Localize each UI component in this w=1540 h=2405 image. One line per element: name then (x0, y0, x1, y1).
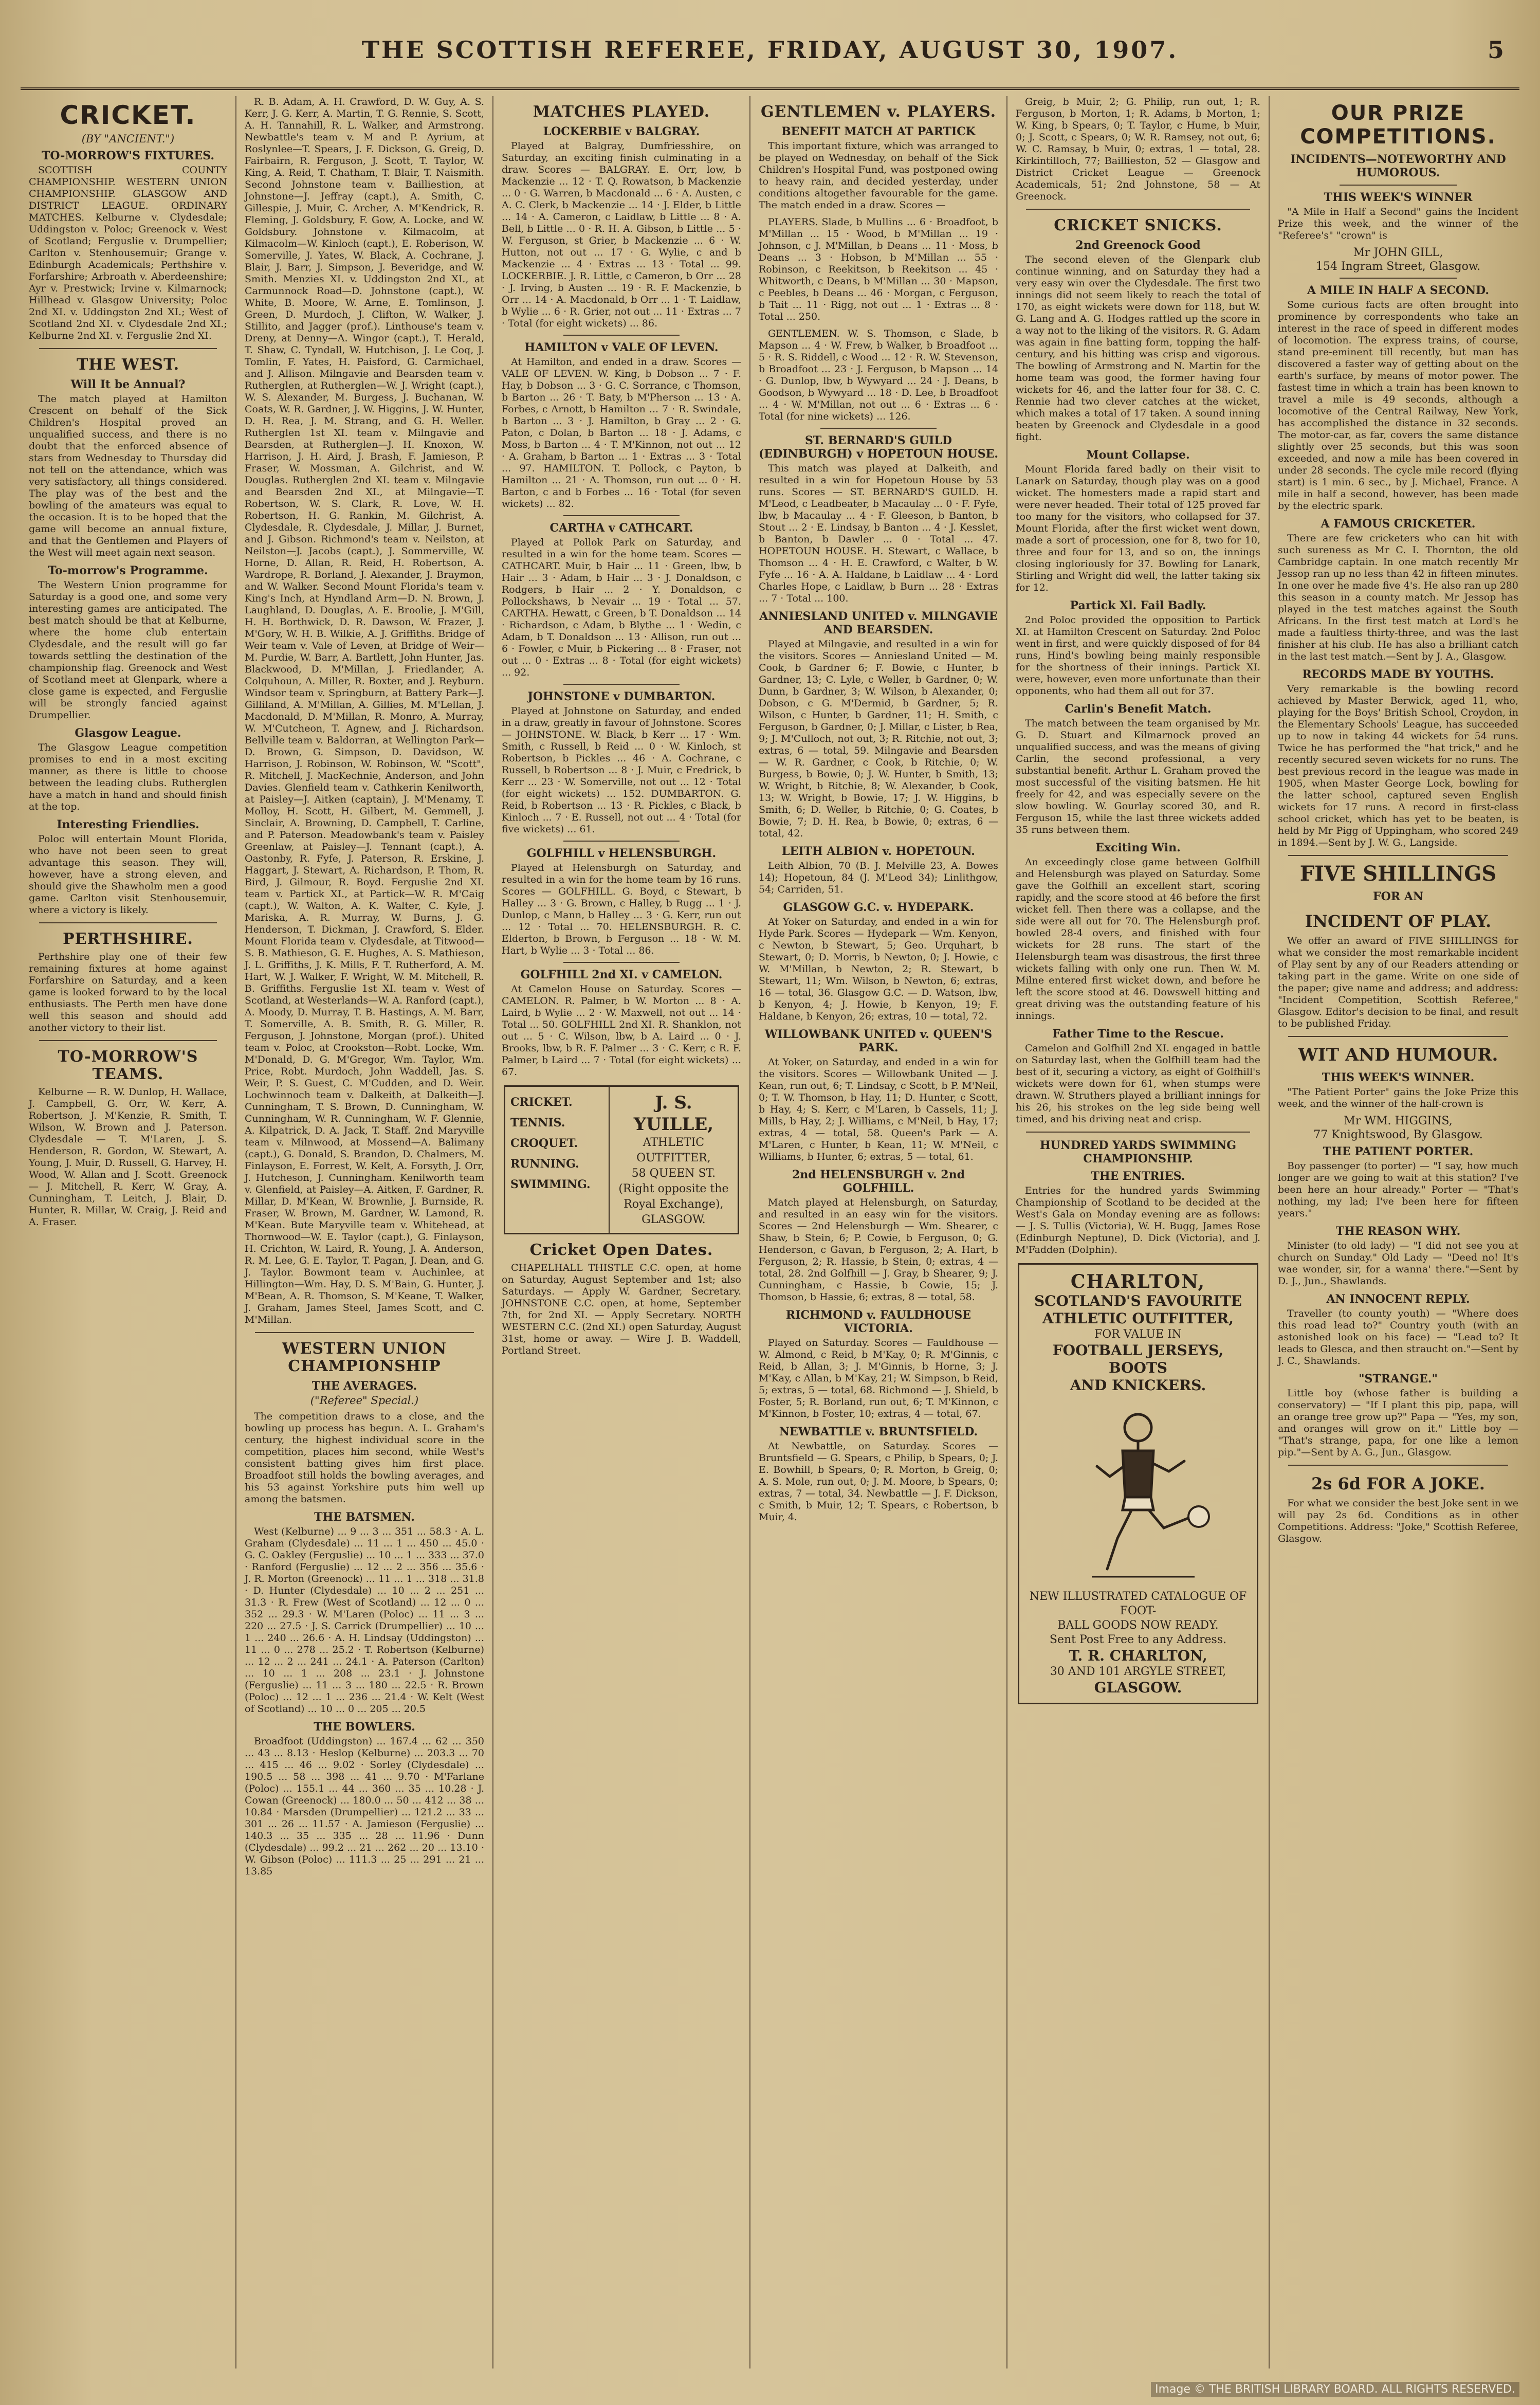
anniesland-heading: ANNIESLAND UNITED v. MILNGAVIE AND BEARSDEN. (759, 610, 998, 636)
strange-heading: "STRANGE." (1359, 1372, 1438, 1386)
teams-text: Kelburne — R. W. Dunlop, H. Wallace, J. Campbell, G. Orr, W. Kerr, A. Robertson, J. M'Kenzie, R. Smith, T. Wilson, W. Brown and J. Paterson. Clydesdale — T. M'Laren, J. S. Henderson, R. Gordon, W. Stewart, A. Young, J. Muir, D. Russell, G. Harvey, H. Wood, W. Allan and J. Scott. Greenock — J. Mitchell, R. Kerr, W. Gray, A. Cunningham, T. Leitch, J. Blair, D. Hunter, R. Millar, W. Craig, J. Reid and A. Fraser. (29, 1086, 227, 1228)
charlton-advertisement (1018, 1263, 1258, 1704)
innocent-reply-text: Traveller (to county youth) — "Where does this road lead to?" Country youth (with an astonished look on his face) — "Lead to? It leads to Glesca, and then straucht on."—Sent by J. C., Shawlands. (1278, 1308, 1518, 1367)
scores-continued-text: Greig, b Muir, 2; G. Philip, run out, 1; R. Ferguson, b Morton, 1; R. Adams, b Morton, 1; W. King, b Spears, 0; T. Taylor, c Hume, b Muir, 0; J. Scott, c Spears, 0; W. R. Ramsey, not out, 6; W. C. Ramsay, b Muir, 0; extras, 1 — total, 28. Kirkintilloch, 77; Baillieston, 52 — Glasgow and District Cricket League — Greenock Academicals, 51; 2nd Johnstone, 58 — At Greenock. (1016, 96, 1260, 202)
richmond-heading: RICHMOND v. FAULDHOUSE VICTORIA. (785, 1308, 971, 1335)
winner-heading: THIS WEEK'S WINNER (1324, 191, 1473, 204)
match-camelon-text: At Camelon House on Saturday. Scores — CAMELON. R. Palmer, b W. Morton ... 8 · A. Laird, b Wylie ... 2 · W. Maxwell, not out ... 14 · Total ... 50. GOLFHILL 2nd XI. R. Shanklon, not out ... 5 · C. Wilson, lbw, b A. Laird ... 0 · J. Brooks, lbw, b R. F. Palmer ... 3 · C. Kerr, c R. F. Palmer, b Laird ... 7 · Total (for eight wickets) ... 67. (502, 983, 741, 1078)
yuille-advertisement (504, 1085, 739, 1234)
bowlers-heading: THE BOWLERS. (314, 1720, 415, 1734)
benefit-intro: This important fixture, which was arranged to be played on Wednesday, on behalf of the Sick Children's Hospital Fund, was postponed owing to heavy rain, and decided yesterday, under conditions altogether favourable for the game. The match ended in a draw. Scores — (759, 140, 998, 211)
charlton-trader: T. R. CHARLTON, (1069, 1647, 1207, 1664)
richmond-text: Played on Saturday. Scores — Fauldhouse — W. Almond, c Reid, b M'Kay, 0; R. M'Ginnis, c Reid, b Allan, 3; J. M'Ginnis, b Horne, 3; J. M'Kay, c Allan, b M'Kay, 21; W. Simpson, b Reid, 5; extras, 5 — total, 68. Richmond — J. Shield, b Foster, 5; R. Borland, run out, 6; T. M'Kinnon, c M'Kinnon, b Foster, 10; extras, 4 — total, 67. (759, 1337, 998, 1419)
charlton-line-3: FOR VALUE IN (1094, 1328, 1182, 1341)
willowbank-heading: WILLOWBANK UNITED v. QUEEN'S PARK. (764, 1028, 993, 1054)
reason-why-heading: THE REASON WHY. (1335, 1225, 1461, 1238)
charlton-line-1: SCOTLAND'S FAVOURITE (1034, 1292, 1242, 1309)
match-golfhill-text: Played at Helensburgh on Saturday, and resulted in a win for the home team by 16 runs. Scores — GOLFHILL. G. Boyd, c Stewart, b Halley ... 3 · G. Brown, c Halley, b Rugg ... 1 · J. Dunlop, c Mann, b Halley ... 3 · G. Kerr, run out ... 12 · Total ... 70. HELENSBURGH. R. C. Elderton, b Brown, b Ferguson ... 18 · W. M. Hart, b Wylie ... 3 · Total ... 86. (502, 862, 741, 956)
snick-mount-heading: Mount Collapse. (1086, 448, 1190, 462)
snick-exciting-text: An exceedingly close game between Golfhill and Helensburgh was played on Saturday. Some gave the Golfhill an excellent start, scoring rapidly, and the score stood at 46 before the first wicket fell. Then there was a collapse, and the side were all out for 70. The Helensburgh prof. bowled 28-4 overs, and finished with four wickets for 28 runs. The start of the Helensburgh team was disastrous, the first three wickets falling with only one run. Then W. M. Milne entered first wicket down, and before he left the score stood at 46. Dowswell hitting and great driving was the outstanding feature of his innings. (1016, 857, 1260, 1022)
swimming-entries-heading: THE ENTRIES. (1091, 1170, 1185, 1183)
match-johnstone-text: Played at Johnstone on Saturday, and ended in a draw, greatly in favour of Johnstone. Scores — JOHNSTONE. W. Black, b Kerr ... 17 · Wm. Smith, c Russell, b Reid ... 0 · W. Kinloch, st Robertson, b Pickles ... 46 · A. Cochrane, c Russell, b Robertson ... 8 · J. Muir, c Fredrick, b Kerr ... 23 · W. Somerville, not out ... 12 · Total (for eight wickets) ... 152. DUMBARTON. G. Reid, b Robertson ... 13 · R. Pickles, c Black, b Kinloch ... 7 · E. Russell, not out ... 4 · Total (for five wickets) ... 61. (502, 705, 741, 835)
cricket-byline: (BY "ANCIENT.") (81, 133, 175, 145)
footballer-illustration (1061, 1399, 1215, 1584)
column-competitions (1270, 96, 1527, 2368)
bowlers-table: Broadfoot (Uddingston) ... 167.4 ... 62 ... 350 ... 43 ... 8.13 · Heslop (Kelburne) ... 203.3 ... 70 ... 415 ... 46 ... 9.02 · Sorley (Clydesdale) ... 190.5 ... 58 ... 398 ... 41 ... 9.70 · M'Farlane (Poloc) ... 155.1 ... 44 ... 360 ... 35 ... 10.28 · J. Cowan (Greenock) ... 180.0 ... 50 ... 412 ... 38 ... 10.84 · Marsden (Drumpellier) ... 121.2 ... 33 ... 301 ... 26 ... 11.57 · A. Jamieson (Ferguslie) ... 140.3 ... 35 ... 335 ... 28 ... 11.96 · Dunn (Clydesdale) ... 99.2 ... 21 ... 262 ... 20 ... 13.10 · W. Gibson (Poloc) ... 111.3 ... 25 ... 291 ... 21 ... 13.85 (245, 1736, 484, 1877)
mile-heading: A MILE IN HALF A SECOND. (1307, 284, 1490, 297)
st-bernards-heading: ST. BERNARD'S GUILD (EDINBURGH) v HOPETOUN HOUSE. (759, 434, 999, 461)
porter-heading: THE PATIENT PORTER. (1323, 1145, 1474, 1158)
friendlies-text: Poloc will entertain Mount Florida, who have not been seen to great advantage this season. They will, however, have a strong eleven, and should give the Shawholm men a good game. Carlton visit Stenhousemuir, where a victory is likely. (29, 833, 227, 916)
batsmen-table: West (Kelburne) ... 9 ... 3 ... 351 ... 58.3 · A. L. Graham (Clydesdale) ... 11 ... 1 ... 450 ... 45.0 · G. C. Oakley (Ferguslie) ... 10 ... 1 ... 333 ... 37.0 · Ranford (Ferguslie) ... 12 ... 2 ... 356 ... 35.6 · J. R. Morton (Greenock) ... 11 ... 1 ... 318 ... 31.8 · D. Hunter (Clydesdale) ... 10 ... 2 ... 251 ... 31.3 · R. Frew (West of Scotland) ... 12 ... 0 ... 352 ... 29.3 · W. M'Laren (Poloc) ... 11 ... 3 ... 220 ... 27.5 · J. S. Carrick (Drumpellier) ... 10 ... 1 ... 240 ... 26.6 · A. H. Lindsay (Uddingston) ... 11 ... 0 ... 278 ... 25.2 · T. Robertson (Kelburne) ... 12 ... 2 ... 241 ... 24.1 · A. Paterson (Carlton) ... 10 ... 1 ... 208 ... 23.1 · J. Johnstone (Ferguslie) ... 11 ... 3 ... 180 ... 22.5 · R. Brown (Poloc) ... 12 ... 1 ... 236 ... 21.4 · W. Kelt (West of Scotland) ... 10 ... 0 ... 205 ... 20.5 (245, 1526, 484, 1715)
records-text: Very remarkable is the bowling record achieved by Master Berwick, aged 11, who, playing for the Boys' British School, Croydon, in the Elementary Schools' League, has succeeded up to now in taking 44 wickets for 54 runs. Twice he has performed the "hat trick," and he recently secured seven wickets for no runs. The best previous record in the league was made in 1905, when Master George Lock, bowling for the latter school, captured seven English wickets for 17 runs. A record in first-class school cricket, which has yet to be beaten, is held by Mr Pigg of Uppingham, who scored 249 in 1894.—Sent by J. W. G., Langside. (1278, 683, 1518, 848)
perthshire-text: Perthshire play one of their few remaining fixtures at home against Forfarshire on Saturday, and a keen game is looked forward to by the local enthusiasts. The Perth men have done well this season and should add another victory to their list. (29, 951, 227, 1033)
column-gentlemen-players (750, 96, 1007, 2368)
players-scores: PLAYERS. Slade, b Mullins ... 6 · Broadfoot, b M'Millan ... 15 · Wood, b M'Millan ... 19 · Johnson, c J. M'Millan, b Deans ... 11 · Moss, b Deans ... 3 · Hobson, b M'Millan ... 55 · Robinson, c Reekitson, b Reekitson ... 45 · Whitworth, c Deans, b M'Millan ... 30 · Mapson, c Peebles, b Deans ... 46 · Morgan, c Ferguson, b Tait ... 11 · Rigg, not out ... 1 · Extras ... 8 · Total ... 250. (759, 216, 998, 322)
matches-heading: MATCHES PLAYED. (533, 103, 710, 121)
divider (255, 1332, 474, 1333)
fixtures-heading: TO-MORROW'S FIXTURES. (41, 149, 215, 162)
charlton-name: CHARLTON, (1070, 1271, 1206, 1292)
league-subheading: Glasgow League. (75, 726, 181, 740)
friendlies-subheading: Interesting Friendlies. (57, 818, 199, 831)
divider (563, 335, 680, 336)
programme-subheading: To-morrow's Programme. (48, 564, 208, 577)
divider (563, 684, 680, 685)
programme-text: The Western Union programme for Saturday is a good one, and some very interesting games are anticipated. The best match should be that at Kelburne, where the home club entertain Clydesdale, and the result will go far towards settling the destination of the championship flag. Greenock and West of Scotland meet at Glenpark, where a close game is expected, and Ferguslie will be strongly fancied against Drumpellier. (29, 579, 227, 721)
divider (1288, 1465, 1508, 1466)
snick-partick-heading: Partick Xl. Fail Badly. (1070, 599, 1206, 612)
yuille-sports-list: CRICKET. TENNIS. CROQUET. RUNNING. SWIMMING. (505, 1087, 610, 1233)
joke-prize-text: For what we consider the best Joke sent in we will pay 2s 6d. Conditions as in other Competitions. Address: "Joke," Scottish Referee, Glasgow. (1278, 1498, 1518, 1544)
league-text: The Glasgow League competition promises to end in a most exciting manner, as there is little to choose between the leading clubs. Rutherglen have a match in hand and should finish at the top. (29, 742, 227, 812)
helensburgh-2nd-text: Match played at Helensburgh, on Saturday, and resulted in an easy win for the visitors. Scores — 2nd Helensburgh — Wm. Shearer, c Shaw, b Stein, 6; P. Cowie, b Ferguson, 0; G. Henderson, c Gavan, b Ferguson, 2; A. Hart, b Ferguson, 2; R. Hassie, b Stein, 0; extras, 4 — total, 28. 2nd Golfhill — J. Gray, b Shearer, 9; J. Cunningham, c Hassie, b Cowie, 15; J. Thomson, b Hassie, 6; extras, 8 — total, 58. (759, 1197, 998, 1303)
glasgow-gc-text: At Yoker on Saturday, and ended in a win for Hyde Park. Scores — Hydepark — Wm. Kenyon, c Newton, b Stewart, 5; Geo. Urquhart, b Stewart, 0; D. Morris, b Newton, 0; J. Howie, c W. M'Millan, b Newton, 2; R. Stewart, b Stewart, 11; Wm. Wilson, b Newton, 6; extras, 16 — total, 36. Glasgow G.C. — D. Watson, lbw, b Kenyon, 4; J. Howie, b Kenyon, 19; F. Haldane, b Kenyon, 26; extras, 10 — total, 72. (759, 916, 998, 1022)
gentlemen-players-heading: GENTLEMEN v. PLAYERS. (760, 103, 997, 121)
incident-of-play-heading: INCIDENT OF PLAY. (1305, 912, 1492, 931)
charlton-address: 30 AND 101 ARGYLE STREET, (1050, 1665, 1226, 1678)
west-heading: THE WEST. (76, 356, 180, 374)
charlton-line-4: FOOTBALL JERSEYS, BOOTS (1052, 1342, 1224, 1376)
incidents-heading: INCIDENTS—NOTEWORTHY AND HUMOROUS. (1290, 153, 1506, 179)
match-hamilton-heading: HAMILTON v VALE OF LEVEN. (524, 341, 719, 354)
charlton-catalogue-1: NEW ILLUSTRATED CATALOGUE OF FOOT- (1029, 1590, 1247, 1617)
famous-cricketer-heading: A FAMOUS CRICKETER. (1321, 517, 1476, 531)
west-text: The match played at Hamilton Crescent on behalf of the Sick Children's Hospital proved an unqualified success, and there is no doubt that the enforced absence of stars from Wednesday to Thursday did not tell on the attendance, which was very satisfactory, all things considered. The play was of the best and the bowling of the amateurs was equal to the occasion. It is to be hoped that the game will become an annual fixture, and that the Gentlemen and Players of the West will meet again next season. (29, 393, 227, 558)
five-shillings-text: We offer an award of FIVE SHILLINGS for what we consider the most remarkable incident of Play sent by any of our Readers attending or taking part in the game. Write on one side of the paper; give name and address; and address: "Incident Competition, Scottish Referee," Glasgow. Editor's decision to be final, and result to be published Friday. (1278, 935, 1518, 1029)
cricket-heading: CRICKET. (60, 100, 196, 130)
swimming-heading: HUNDRED YARDS SWIMMING CHAMPIONSHIP. (1039, 1139, 1236, 1165)
glasgow-gc-heading: GLASGOW G.C. v. HYDEPARK. (783, 901, 974, 914)
reason-why-text: Minister (to old lady) — "I did not see you at church on Sunday." Old Lady — "Deed no! It's wae wonder, sir, for a wanna' there."—Sent by D. J., Jun., Shawlands. (1278, 1240, 1518, 1287)
snick-greenock-text: The second eleven of the Glenpark club continue winning, and on Saturday they had a very easy win over the Clydesdale. The first two innings did not seem likely to reach the total of 170, as eight wickets were down for 118, but W. G. Lang and A. G. Hodges rattled up the score in a way not to the liking of the visitors. R. G. Adam was again in fine batting form, topping the half-century, and his hitting was crisp and vigorous. The bowling of Armstrong and N. Martin for the home team was good, the former having four wickets for 46, and the latter four for 38. C. C. Rennie had two clever catches at the wicket, which makes a total of 17 taken. A sound inning beaten by Greenock and Clydesdale in a good fight. (1016, 254, 1260, 443)
match-golfhill-heading: GOLFHILL v HELENSBURGH. (526, 847, 717, 860)
averages-text: The competition draws to a close, and the bowling up process has begun. A. L. Graham's century, the highest individual score in the competition, places him second, while West's consistent batting gives him first place. Broadfoot still holds the bowling averages, and his 53 against Yorkshire puts him well up among the batsmen. (245, 1411, 484, 1505)
joke-prize-heading: 2s 6d FOR A JOKE. (1311, 1474, 1485, 1493)
innocent-reply-heading: AN INNOCENT REPLY. (1326, 1292, 1470, 1306)
swimming-text: Entries for the hundred yards Swimming Championship of Scotland to be decided at the West's Gala on Monday evening are as follows: — J. S. Tullis (Victoria), W. H. Bugg, James Rose (Edinburgh Neptune), D. Dick (Victoria), and J. M'Fadden (Dolphin). (1016, 1185, 1260, 1255)
divider (39, 922, 217, 923)
yuille-name: J. S. YUILLE, (633, 1092, 714, 1135)
yuille-line-1: ATHLETIC OUTFITTER, (636, 1136, 711, 1164)
divider (820, 428, 937, 429)
match-johnstone-heading: JOHNSTONE v DUMBARTON. (527, 690, 716, 703)
leith-heading: LEITH ALBION v. HOPETOUN. (782, 845, 975, 858)
porter-text: Boy passenger (to porter) — "I say, how much longer are we going to wait at this station? I've been here an hour already." Porter — "That's nothing, my lad; I've been here for fifteen years." (1278, 1160, 1518, 1219)
divider (563, 841, 680, 842)
column-cricket (21, 96, 236, 2368)
open-dates-heading: Cricket Open Dates. (529, 1241, 713, 1259)
page-number: 5 (1487, 36, 1504, 64)
match-lockerbie-text: Played at Balgray, Dumfriesshire, on Saturday, an exciting finish culminating in a draw. Scores — BALGRAY. E. Orr, low, b Mackenzie ... 12 · T. Q. Rowatson, b Mackenzie ... 0 · G. Warren, b Macdonald ... 6 · A. Austen, c A. C. Clerk, b Mackenzie ... 14 · J. Elder, b Little ... 14 · A. Cameron, c Laidlaw, b Little ... 8 · A. Bell, b Little ... 0 · R. H. A. Gibson, b Little ... 5 · W. Ferguson, st Grier, b Mackenzie ... 6 · W. Hutton, not out ... 17 · G. Wylie, c and b Mackenzie ... 4 · Extras ... 13 · Total ... 99. LOCKERBIE. J. R. Little, c Cameron, b Orr ... 28 · J. Irving, b Austen ... 19 · R. F. Mackenzie, b Orr ... 14 · A. Macdonald, b Orr ... 1 · T. Laidlaw, b Wylie ... 6 · R. Grier, not out ... 11 · Extras ... 7 · Total (for eight wickets) ... 86. (502, 140, 741, 329)
charlton-city: GLASGOW. (1094, 1679, 1182, 1696)
divider (1288, 855, 1508, 856)
cricket-snicks-heading: CRICKET SNICKS. (1054, 216, 1222, 234)
charlton-line-2: ATHLETIC OUTFITTER, (1042, 1310, 1234, 1327)
benefit-match-subheading: BENEFIT MATCH AT PARTICK (781, 125, 976, 138)
mile-text: Some curious facts are often brought into prominence by correspondents who take an interest in the race of speed in different modes of locomotion. The express trains, of course, stand pre-eminent till recently, but man has discovered a faster way of getting about on the earth's surface, by means of motor power. The fastest time in which a train has been known to travel a mile is 49 seconds, although a locomotive of the Central Railway, New York, has accomplished the distance in 32 seconds. The motor-car, as far, covers the same distance slightly over 25 seconds, but this was soon exceeded, and now a mile has been covered in under 28 seconds. The cycle mile record (flying start) is 1 min. 6 sec., by J. Michael, France. A mile in half a second, however, has been made by the electric spark. (1278, 299, 1518, 512)
divider (1288, 1036, 1508, 1037)
teams-list-text: R. B. Adam, A. H. Crawford, D. W. Guy, A. S. Kerr, J. G. Kerr, A. Martin, T. G. Rennie, S. Scott, A. H. Tannahill, R. L. Walker, and Armstrong. Newbattle's team v. M and P. Ayrium, at Roslynlee—T. Spears, J. F. Dickson, G. Greig, D. Fairbairn, R. Ferguson, J. Scott, T. Taylor, W. King, A. Reid, T. Chatham, T. Blair, T. Naismith. Second Johnstone team v. Bailliestion, at Johnstone—J. Jeffray (capt.), A. Smith, C. Gillespie, J. Muir, C. Archer, A. M'Kendrick, R. Fleming, J. Goldsbury, F. Gow, A. Locke, and W. Goldsbury. Johnstone v. Kilmacolm, at Kilmacolm—W. Kinloch (capt.), E. Roberison, W. Somerville, J. Yates, W. Black, A. Cochrane, J. Blair, J. Barr, J. Simpson, J. Beveridge, and W. Smith. Menzies XI. v. Uddingston 2nd XI., at Carmunnock Road—D. Johnstone (capt.), W. White, B. Moore, W. Arne, E. Tomlinson, J. Green, D. Murdoch, J. Clifton, W. Walker, J. Stillito, and Jagger (prof.). Linthouse's team v. Dreny, at Denny—A. Wingor (capt.), T. Herald, T. Shaw, C. Tyndall, W. Hutchison, J. Le Coq, J. Tomlin, F. Yates, H. Paisford, G. Carmichael, and J. Allison. Milngavie and Bearsden team v. Rutherglen, at Rutherglen—W. J. Wright (capt.), W. S. Alexander, M. Burgess, J. Buchanan, W. Coats, W. R. Gardner, J. W. Higgins, J. W. Hunter, D. H. Rea, J. M. Strang, and G. H. Weller. Rutherglen 1st XI. team v. Milngavie and Bearsden, at Rutherglen—J. H. Knoxon, W. Harrison, J. H. Aird, J. Brash, F. Jamieson, P. Fraser, W. Mossman, A. Gilchrist, and W. Douglas. Rutherglen 2nd XI. team v. Milngavie and Bearsden 2nd XI., at Milngavie—T. Robertson, W. S. Clark, R. Love, W. H. Robertson, H. G. Rankin, M. Gilchrist, A. Clydesdale, R. Clydesdale, J. Millar, J. Burnet, and J. Gibson. Richmond's team v. Neilston, at Neilston—J. Jacobs (capt.), J. Sommerville, W. Horne, D. Allan, R. Reid, H. Robertson, A. Wardrope, R. Borland, J. Alexander, J. Braymon, and W. Walker. Second Mount Florida's team v. King's Inch, at Hyndland Arm—D. N. Brown, J. Laughland, D. Douglas, A. E. Broolie, J. M'Gill, H. H. Borthwick, D. R. Dawson, W. Frazer, J. M'Gory, W. H. B. Wilkie, A. J. Griffiths. Bridge of Weir team v. Vale of Leven, at Bridge of Weir—M. Purdie, W. Barr, A. Bartlett, John Hunter, Jas. Blackwood, D. M'Millan, J. Friedlander, A. Colquhoun, A. Miller, R. Boxter, and J. Reyburn. Windsor team v. Springburn, at Battery Park—J. Gilliland, A. M'Millan, A. Gillies, M. M'Lellan, J. Macdonald, D. M'Millan, R. Monro, A. Murray, W. M'Cutcheon, T. Agnew, and J. Richardson. Bellville team v. Baldorran, at Wellington Park—D. Brown, G. Simpson, D. Davidson, W. Harrison, J. Robinson, W. Robinson, W. "Scott", R. Mitchell, J. MacKechnie, Anderson, and John Davies. Glenfield team v. Cathkerin Kenilworth, at Paisley—J. Aitken (captain), J. M'Menamy, T. Molloy, H. Scott, H. Gilbert, M. Gemmell, J. Sinclair, A. Browning, D. Campbell, T. Carline, and P. Paterson. Meadowbank's team v. Paisley Greenlaw, at Paisley—J. Tennant (capt.), A. Oastonby, R. Fyfe, J. Paterson, R. Erskine, J. Haggart, J. Stewart, A. Richardson, P. Thom, R. Bird, J. Gilmour, R. Boyd. Ferguslie 2nd XI. team v. Partick XI., at Partick—W. R. M'Caig (capt.), W. Walton, A. K. Walter, C. Kyle, J. Mariska, A. R. Murray, W. Burns, J. G. Henderson, T. Dickman, J. Crawford, S. Elder. Mount Florida team v. Clydesdale, at Titwood—S. B. Mathieson, G. E. Hughes, A. S. Mathieson, J. L. Griffiths, J. K. Mills, F. T. Rutherford, A. M. Hart, W. J. Walker, F. Wright, W. M. Mitchell, R. B. Griffiths. Ferguslie 1st XI. team v. West of Scotland, at Westerlands—W. A. Ranford (capt.), A. Moody, D. Murray, T. B. Hastings, A. M. Barr, T. Somerville, A. B. Smith, R. G. Miller, R. Ferguson, J. Johnstone, Morgan (prof.). Uhited team v. Poloc, at Crookston—Robt. Locke, Wm. M'Donald, D. G. M'Gregor, Wm. Taylor, Wm. Price, Robt. Murdoch, John Waddell, Jas. S. Weir, P. S. Guest, C. M'Cudden, and D. Weir. Lochwinnoch team v. Dalkeith, at Dalkeith—J. Cunningham, T. S. Brown, D. Cunningham, W. Cunningham, W. R. Cunningham, W. F. Glennie, A. Kilpatrick, D. A. Jack, T. Staff. 2nd Maryville team v. Milnwood, at Mossend—A. Balimany (capt.), G. Donald, S. Brandon, D. Chalmers, M. Finlayson, E. Forrest, W. Kelt, A. Forsyth, J. Orr, J. Hutcheson, J. Cunningham. Kenilworth team v. Glenfield, at Paisley—A. Aitken, F. Gardner, R. Millar, D. M'Kean, W. Brownlie, J. Burnside, R. Fraser, W. Brown, M. Gardner, W. Lamond, R. M'Kean. Bute Maryville team v. Whitehead, at Thornwood—W. E. Taylor (capt.), G. Finlayson, H. Crichton, W. Laird, R. Young, J. A. Anderson, R. M. Lee, G. E. Taylor, T. Pagan, J. Dean, and G. J. Taylor. Bowmont team v. Auchinlee, at Hillington—Wm. Hay, D. S. M'Bain, G. Hunter, J. M'Bean, A. R. Thomson, S. M'Keane, T. Walker, J. Graham, James Steel, James Scott, and C. M'Millan. (245, 96, 484, 1325)
match-cartha-text: Played at Pollok Park on Saturday, and resulted in a win for the home team. Scores — CATHCART. Muir, b Hair ... 11 · Green, lbw, b Hair ... 3 · Adam, b Hair ... 3 · J. Donaldson, c Rodgers, b Hair ... 2 · Y. Donaldson, c Pollockshaws, b Nevair ... 19 · Total ... 57. CARTHA. Hewatt, c Green, b T. Donaldson ... 14 · Richardson, c Adam, b Blythe ... 1 · Wedin, c Adam, b T. Donaldson ... 13 · Allison, run out ... 6 · Fowler, c Muir, b Pickering ... 8 · Fraser, not out ... 0 · Extras ... 8 · Total (for eight wickets) ... 92. (502, 537, 741, 678)
masthead (21, 36, 1519, 90)
divider (563, 962, 680, 963)
records-heading: RECORDS MADE BY YOUTHS. (1302, 668, 1494, 681)
teams-heading: TO-MORROW'S TEAMS. (58, 1048, 198, 1083)
columns (21, 96, 1519, 2368)
wit-humour-heading: WIT AND HUMOUR. (1298, 1045, 1498, 1065)
anniesland-text: Played at Milngavie, and resulted in a win for the visitors. Scores — Anniesland United — M. Cook, b Gardner 6; F. Bowie, c Hunter, b Gardner, 13; C. Lyle, c Weller, b Gardner, 0; W. Dunn, b Gardner, 3; W. Wilson, b Alexander, 0; Dobson, c G. M'Dermid, b Gardner, 5; R. Wilson, c Hunter, b Gardner, 11; H. Smith, c Ferguson, b Gardner, 0; J. Millar, c Lister, b Rea, 9; J. M'Culloch, not out, 3; R. Ritchie, not out, 3; extras, 6 — total, 59. Milngavie and Bearsden — W. R. Gardner, c Cook, b Ritchie, 0; W. Burgess, b Bowie, 0; J. W. Hunter, b Smith, 13; W. Wright, b Ritchie, 8; W. Alexander, b Cook, 13; W. Wright, b Bowie, 17; J. W. Higgins, b Smith, 6; D. Weller, b Ritchie, 0; G. Coates, b Bowie, 7; D. H. Rea, b Bowie, 0; extras, 6 — total, 42. (759, 639, 998, 839)
wit-winner-address: 77 Knightswood, By Glasgow. (1313, 1128, 1483, 1141)
snick-carlin-heading: Carlin's Benefit Match. (1065, 702, 1212, 716)
west-subheading: Will It be Annual? (70, 378, 186, 391)
strange-text: Little boy (whose father is building a conservatory) — "If I plant this pip, papa, will an orange tree grow up?" Papa — "Yes, my son, and oranges will grow on it." Little boy — "That's strange, papa, for one like a lemon pip."—Sent by A. G., Jun., Glasgow. (1278, 1388, 1518, 1458)
willowbank-text: At Yoker, on Saturday, and ended in a win for the visitors. Scores — Willowbank United — J. Kean, run out, 6; T. Lindsay, c Scott, b P. M'Neil, 0; T. W. Thomson, b Hay, 11; D. Hunter, c Scott, b Hay, 4; S. Kerr, c M'Laren, b Cassels, 11; J. Mills, b Hay, 2; J. Williams, c M'Neil, b Hay, 17; extras, 4 — total, 58. Queen's Park — A. M'Laren, c Hunter, b Kean, 11; W. M'Neil, c Williams, b Hunter, 6; extras, 5 — total, 61. (759, 1056, 998, 1162)
snick-carlin-text: The match between the team organised by Mr. G. D. Stuart and Kilmarnock proved an unqualified success, and was the means of giving Carlin, the second professional, a very substantial benefit. Arthur L. Graham proved the most successful of the visiting batsmen. He hit freely for 42, and was especially severe on the slow bowling. W. Gourlay scored 30, and R. Ferguson 15, while the last three wickets added 35 runs between them. (1016, 718, 1260, 835)
charlton-catalogue-3: Sent Post Free to any Address. (1049, 1633, 1227, 1646)
winner-name: Mr JOHN GILL, (1353, 246, 1443, 259)
wit-winner-name: Mr WM. HIGGINS, (1344, 1115, 1453, 1127)
snick-partick-text: 2nd Poloc provided the opposition to Partick XI. at Hamilton Crescent on Saturday. 2nd Poloc went in first, and were quickly disposed of for 84 runs, Hind's bowling being mainly responsible for the shortness of their innings. Partick XI. were, however, even more unfortunate than their opponents, who had them all out for 37. (1016, 614, 1260, 697)
fixtures-text: SCOTTISH COUNTY CHAMPIONSHIP. WESTERN UNION CHAMPIONSHIP. GLASGOW AND DISTRICT LEAGUE. ORDINARY MATCHES. Kelburne v. Clydesdale; Uddingston v. Poloc; Greenock v. West of Scotland; Ferguslie v. Drumpellier; Carlton v. Stenhousemuir; Grange v. Edinburgh Academicals; Perthshire v. Forfarshire; Arbroath v. Aberdeenshire; Ayr v. Prestwick; Irvine v. Kilmarnock; Hillhead v. Glasgow University; Poloc 2nd XI. v. Uddingston 2nd XI.; West of Scotland 2nd XI. v. Clydesdale 2nd XI.; Kelburne 2nd XI. v. Ferguslie 2nd XI. (29, 165, 227, 341)
newbattle-text: At Newbattle, on Saturday. Scores — Bruntsfield — G. Spears, c Philip, b Spears, 0; J. E. Bowhill, b Spears, 0; R. Morton, b Greig, 0; A. S. Mole, run out, 0; J. M. Moore, b Spears, 0; extras, 7 — total, 34. Newbattle — J. F. Dickson, c Smith, b Muir, 12; T. Spears, c Robertson, b Muir, 4. (759, 1441, 998, 1523)
snick-mount-text: Mount Florida fared badly on their visit to Lanark on Saturday, though play was on a good wicket. The homesters made a rapid start and were never headed. Their total of 125 proved far too many for the visitors, who collapsed for 37. Mount Florida, after the first wicket went down, made a sort of procession, one for 8, two for 10, three and four for 13, and so on, the innings closing ingloriously for 37. Bowling for Lanark, Stirling and Wright did well, the latter taking six for 12. (1016, 464, 1260, 593)
five-shillings-for: FOR AN (1373, 890, 1423, 903)
newbattle-heading: NEWBATTLE v. BRUNTSFIELD. (779, 1425, 978, 1438)
divider (1026, 1132, 1250, 1133)
snick-exciting-heading: Exciting Win. (1095, 841, 1181, 854)
copyright-credit: Image © THE BRITISH LIBRARY BOARD. ALL RIGHTS RESERVED. (1151, 2382, 1519, 2397)
snick-father-time-heading: Father Time to the Rescue. (1052, 1027, 1224, 1041)
famous-cricketer-text: There are few cricketers who can hit with such sureness as Mr C. I. Thornton, the old Cambridge captain. In one match recently Mr Jessop ran up no less than 42 in fifteen minutes. In one over he made five 4's. He also ran up 280 this season in a county match. Mr Jessop has played in the test matches against the South Africans. In the first test match at Lord's he made a faultless thirty-three, and was the last finisher at his club. He has also a brilliant catch in the last test match.—Sent by J. A., Glasgow. (1278, 533, 1518, 662)
snick-greenock-heading: 2nd Greenock Good (1075, 239, 1201, 252)
winner-address: 154 Ingram Street, Glasgow. (1315, 260, 1481, 273)
match-hamilton-text: At Hamilton, and ended in a draw. Scores — VALE OF LEVEN. W. King, b Dobson ... 7 · F. Hay, b Dobson ... 3 · G. C. Sorrance, c Thomson, b Barton ... 26 · T. Baty, b M'Pherson ... 13 · A. Forbes, c Arnott, b Hamilton ... 7 · R. Swindale, b Barton ... 3 · J. Hamilton, b Gray ... 2 · G. Paton, c Dolan, b Barton ... 18 · J. Adams, c Moss, b Barton ... 4 · T. M'Kinnon, not out ... 12 · A. Graham, b Barton ... 1 · Extras ... 3 · Total ... 97. HAMILTON. T. Pollock, c Payton, b Hamilton ... 21 · A. Thomson, run out ... 0 · H. Barton, c and b Forbes ... 16 · Total (for seven wickets) ... 82. (502, 356, 741, 509)
batsmen-heading: THE BATSMEN. (314, 1510, 415, 1524)
match-camelon-heading: GOLFHILL 2nd XI. v CAMELON. (520, 968, 723, 981)
competitions-heading: OUR PRIZE COMPETITIONS. (1300, 101, 1496, 149)
leith-text: Leith Albion, 70 (B. J. Melville 23, A. Bowes 14); Hopetoun, 84 (J. M'Leod 34); Linlithgow, 54; Carriden, 51. (759, 860, 998, 895)
perthshire-heading: PERTHSHIRE. (63, 930, 193, 948)
divider (1340, 185, 1457, 186)
column-matches (493, 96, 750, 2368)
yuille-line-3: (Right opposite the Royal Exchange), (618, 1182, 729, 1211)
column-teams-averages (236, 96, 493, 2368)
st-bernards-text: This match was played at Dalkeith, and resulted in a win for Hopetoun House by 53 runs. Scores — ST. BERNARD'S GUILD. H. M'Leod, c Leadbeater, b Macaulay ... 0 · F. Fyfe, lbw, b Macaulay ... 4 · F. Gleeson, b Banton, b Stout ... 2 · E. Lindsay, b Banton ... 4 · J. Kesslet, b Banton, b Dawler ... 0 · Total ... 47. HOPETOUN HOUSE. H. Stewart, c Wallace, b Thomson ... 4 · H. E. Crawford, c Walter, b W. Fyfe ... 16 · A. A. Haldane, b Laidlaw ... 4 · Lord Charles Hope, c Laidlaw, b Burn ... 28 · Extras ... 7 · Total ... 100. (759, 463, 998, 604)
match-lockerbie-heading: LOCKERBIE v BALGRAY. (543, 125, 700, 138)
masthead-title: THE SCOTTISH REFEREE, FRIDAY, AUGUST 30, 1907. (361, 36, 1179, 64)
charlton-line-5: AND KNICKERS. (1070, 1377, 1206, 1394)
open-dates-text: CHAPELHALL THISTLE C.C. open, at home on Saturday, August September and 1st; also Saturdays. — Apply W. Gardner, Secretary. JOHNSTONE C.C. open, at home, September 7th, for 2nd XI. — Apply Secretary. NORTH WESTERN C.C. (2nd XI.) open Saturday, August 31st, home or away. — Wire J. B. Waddell, Portland Street. (502, 1262, 741, 1356)
divider (563, 515, 680, 516)
averages-heading: THE AVERAGES. (311, 1379, 417, 1393)
divider (1026, 209, 1250, 210)
yuille-line-2: 58 QUEEN ST. (631, 1167, 716, 1180)
divider (39, 1040, 217, 1041)
divider (39, 348, 217, 349)
snick-father-time-text: Camelon and Golfhill 2nd XI. engaged in battle on Saturday last, when the Golfhill team had the best of it, securing a victory, as eight of Golfhill's wickets were down for 61, when stumps were drawn. W. Struthers played a brilliant innings for his 26, his strokes on the leg side being well timed, and his driving neat and crisp. (1016, 1043, 1260, 1125)
match-cartha-heading: CARTHA v CATHCART. (549, 521, 693, 535)
column-snicks (1007, 96, 1270, 2368)
charlton-catalogue-2: BALL GOODS NOW READY. (1057, 1619, 1219, 1632)
winner-text: "A Mile in Half a Second" gains the Incident Prize this week, and the winner of the "Referee's" "crown" is (1278, 206, 1518, 241)
divider (1340, 278, 1457, 279)
five-shillings-heading: FIVE SHILLINGS (1299, 862, 1497, 886)
wit-winner-heading: THIS WEEK'S WINNER. (1322, 1071, 1475, 1084)
wit-winner-text: "The Patient Porter" gains the Joke Prize this week, and the winner of the half-crown is (1278, 1086, 1518, 1109)
western-union-heading: WESTERN UNION CHAMPIONSHIP (282, 1340, 447, 1375)
gentlemen-scores: GENTLEMEN. W. S. Thomson, c Slade, b Mapson ... 4 · W. Frew, b Walker, b Broadfoot ... 5 · R. S. Riddell, c Wood ... 12 · R. W. Stevenson, b Broadfoot ... 23 · J. Ferguson, b Mapson ... 14 · G. Dunlop, lbw, b Wywyard ... 24 · J. Deans, b Goodson, b Wywyard ... 18 · D. Lee, b Broadfoot ... 4 · W. M'Millan, not out ... 6 · Extras ... 6 · Total (for nine wickets) ... 126. (759, 328, 998, 422)
helensburgh-2nd-heading: 2nd HELENSBURGH v. 2nd GOLFHILL. (792, 1168, 965, 1195)
yuille-line-4: GLASGOW. (641, 1213, 706, 1226)
averages-byline: ("Referee" Special.) (310, 1394, 419, 1407)
